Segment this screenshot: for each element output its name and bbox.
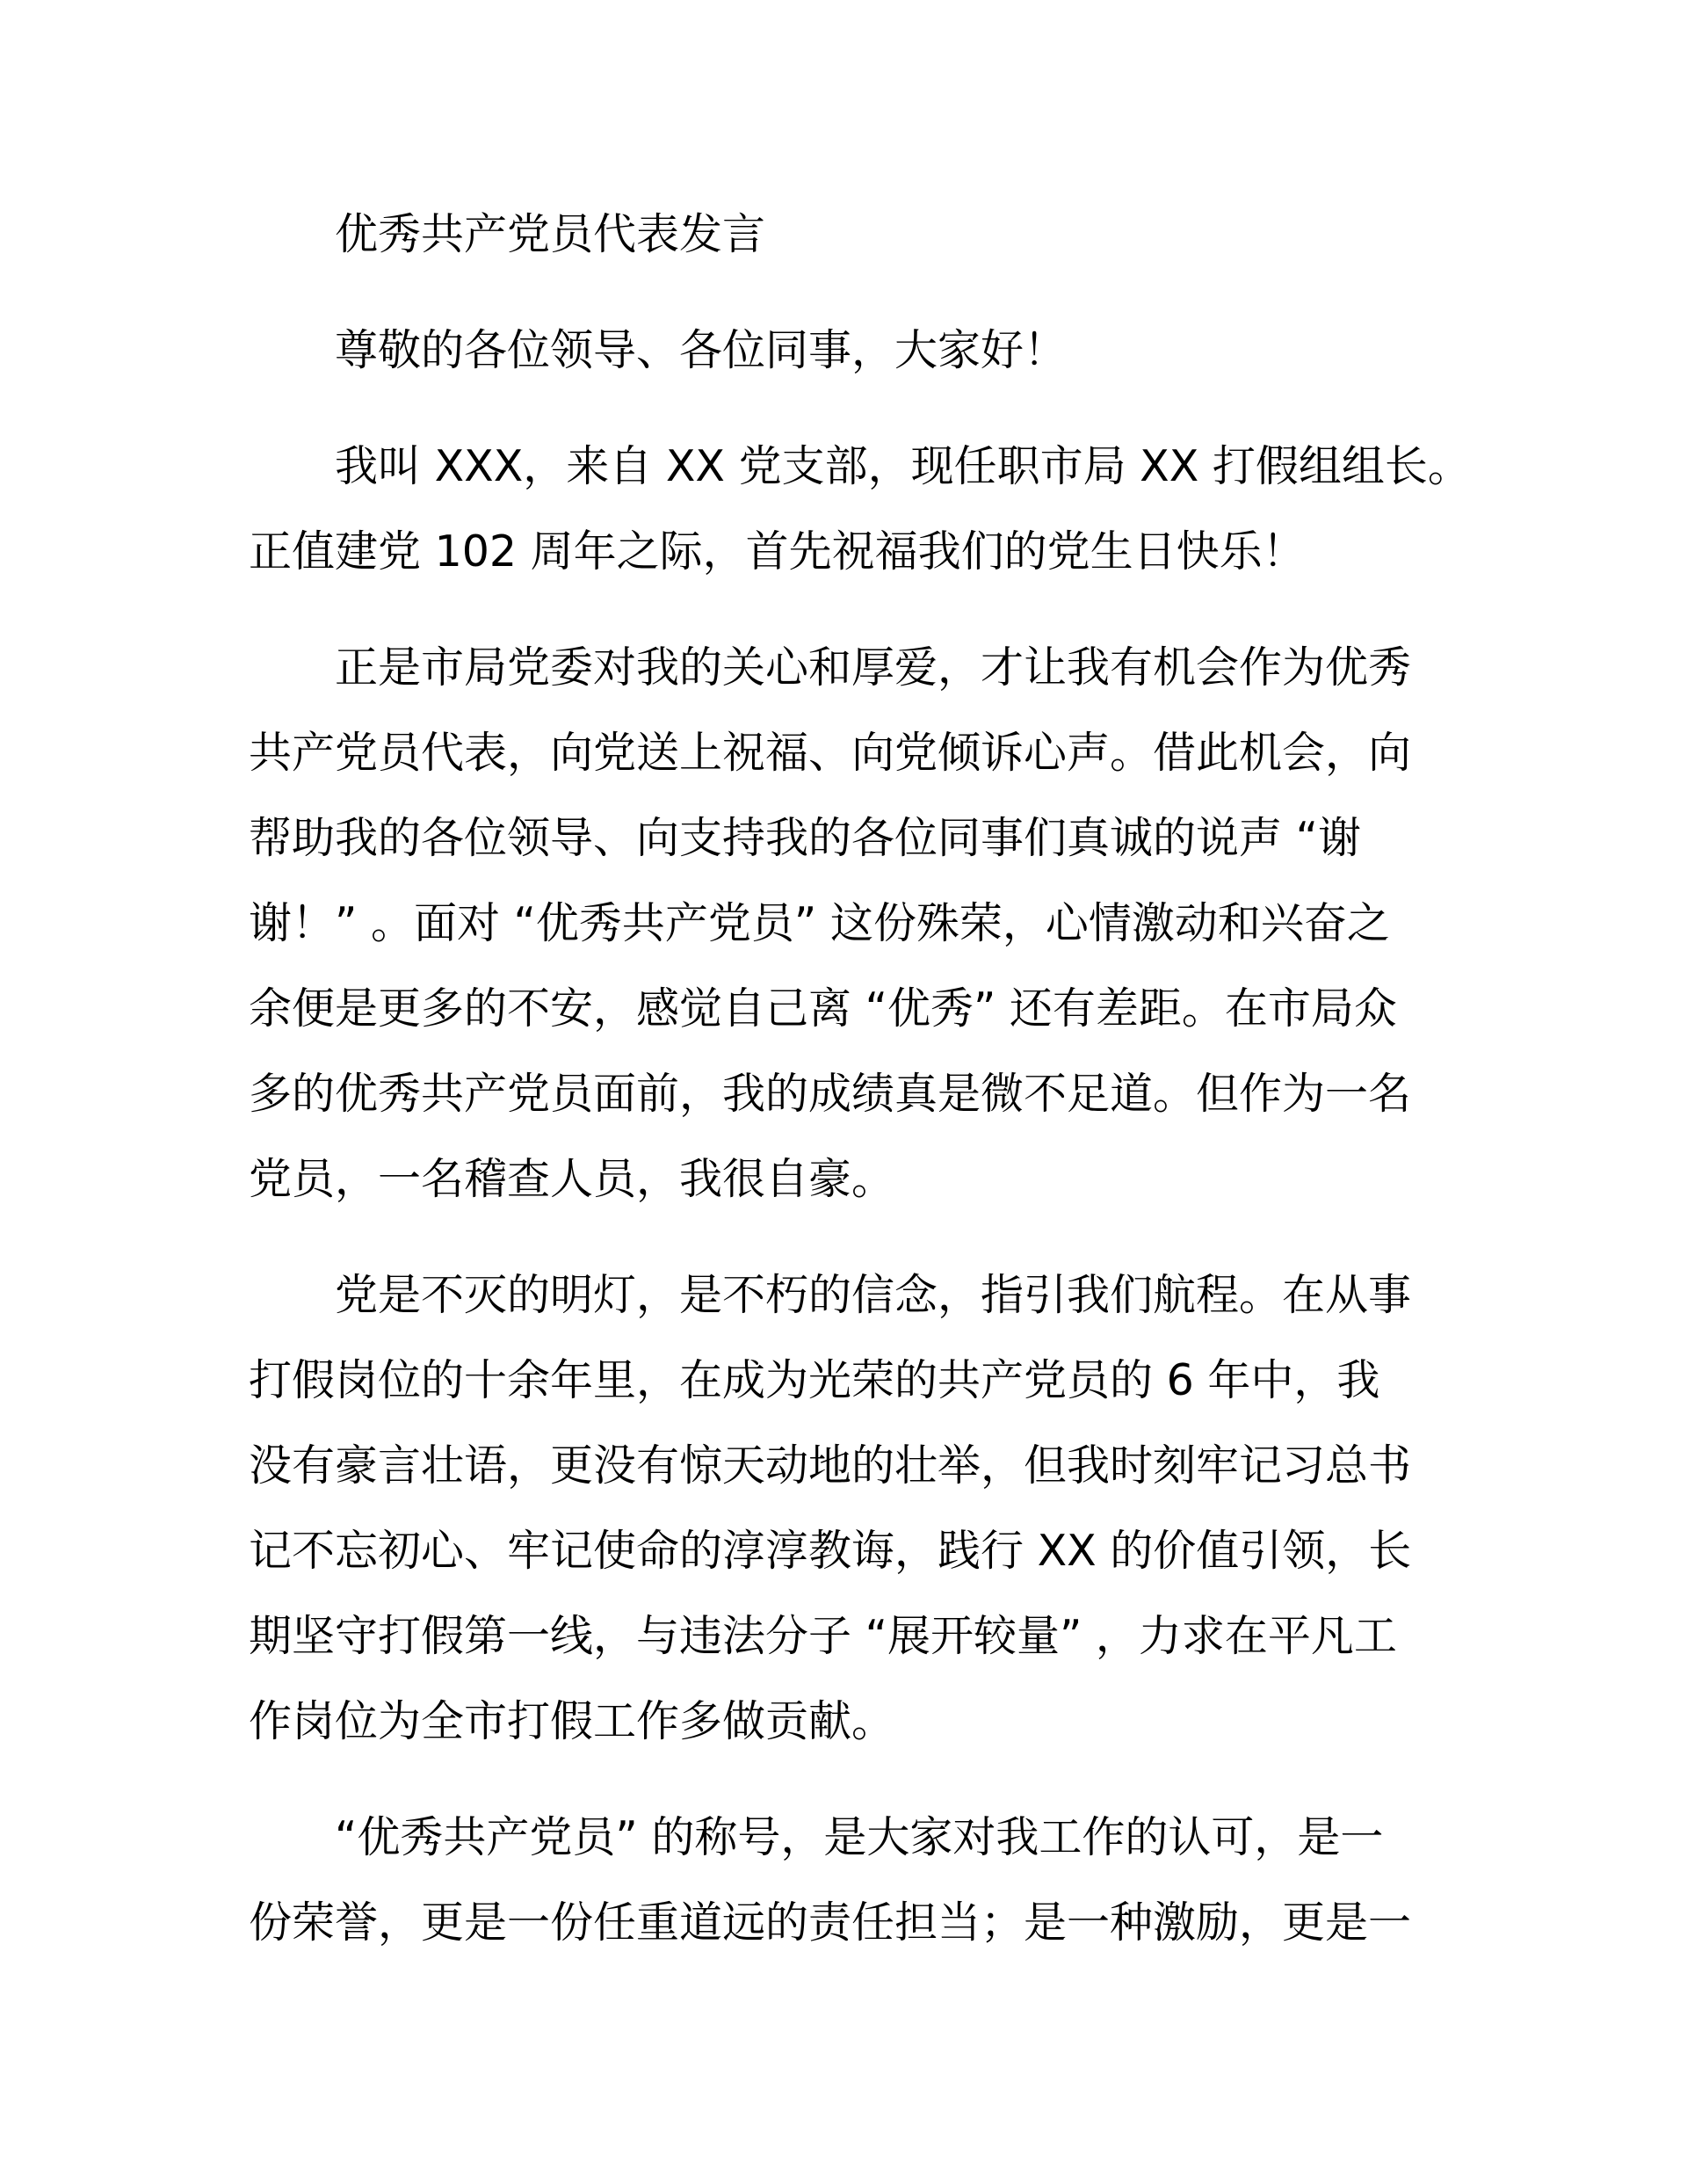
paragraph-honor [249,1795,1441,1965]
paragraph-gratitude [249,625,1441,1222]
paragraph-line: 打假岗位的十余年里，在成为光荣的共产党员的 6 年中，我 [249,1355,1380,1405]
paragraph-line: 余便是更多的不安，感觉自己离 “优秀” 还有差距。在市局众 [249,983,1397,1034]
greeting-text: 尊敬的各位领导、各位同事，大家好！ [335,325,1068,375]
paragraph-line: 谢！” 。面对 “优秀共产党员” 这份殊荣，心情激动和兴奋之 [249,898,1390,948]
paragraph-line: 共产党员代表，向党送上祝福、向党倾诉心声。借此机会，向 [249,728,1412,778]
paragraph-line: 期坚守打假第一线，与违法分子 “展开较量” ，力求在平凡工 [249,1611,1397,1661]
paragraph-line: “优秀共产党员” 的称号，是大家对我工作的认可，是一 [335,1812,1384,1862]
paragraph-line: 正值建党 102 周年之际，首先祝福我们的党生日快乐！ [249,526,1306,577]
document-title [249,192,1441,277]
paragraph-line: 记不忘初心、牢记使命的淳淳教诲，践行 XX 的价值引领，长 [249,1526,1412,1576]
paragraph-line: 作岗位为全市打假工作多做贡献。 [249,1696,895,1746]
paragraph-introduction [249,424,1471,594]
document-body [249,192,1471,1996]
paragraph-line: 帮助我的各位领导、向支持我的各位同事们真诚的说声 “谢 [249,813,1361,863]
paragraph-line: 正是市局党委对我的关心和厚爱，才让我有机会作为优秀 [335,642,1412,693]
paragraph-line: 份荣誉，更是一份任重道远的责任担当；是一种激励，更是一 [249,1897,1412,1948]
greeting-paragraph [249,308,1441,393]
paragraph-line: 多的优秀共产党员面前，我的成绩真是微不足道。但作为一名 [249,1069,1412,1119]
paragraph-line: 党员，一名稽查人员，我很自豪。 [249,1154,895,1204]
paragraph-line: 我叫 XXX，来自 XX 党支部，现任职市局 XX 打假组组长。 [335,441,1471,491]
paragraph-line: 党是不灭的明灯，是不朽的信念，指引我们航程。在从事 [335,1270,1412,1320]
paragraph-line: 没有豪言壮语，更没有惊天动地的壮举，但我时刻牢记习总书 [249,1440,1412,1491]
title-text: 优秀共产党员代表发言 [335,209,766,259]
paragraph-career [249,1252,1441,1764]
